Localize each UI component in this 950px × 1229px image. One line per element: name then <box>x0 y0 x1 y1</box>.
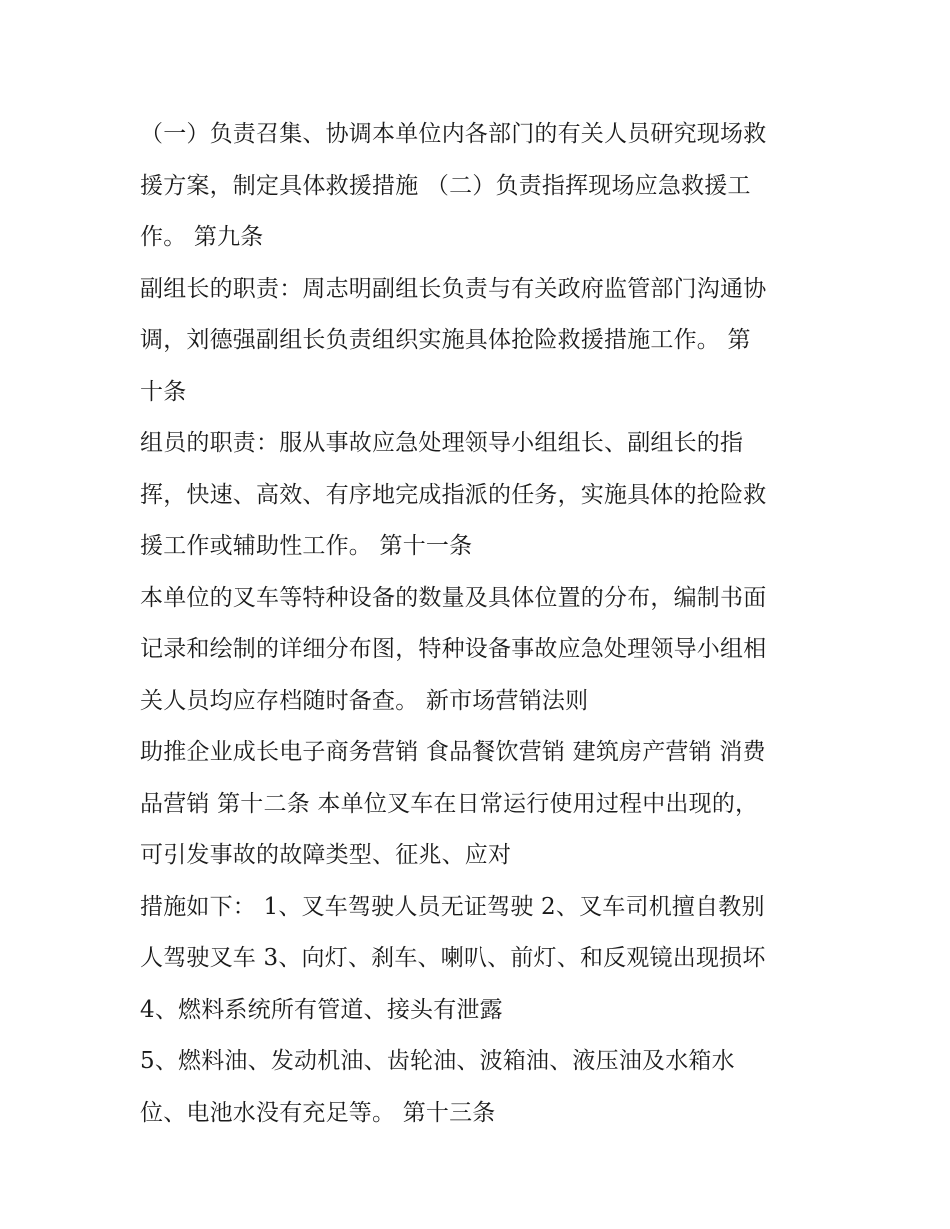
text-line: 挥，快速、高效、有序地完成指派的任务，实施具体的抢险救 <box>140 481 767 508</box>
text-line: 记录和绘制的详细分布图，特种设备事故应急处理领导小组相 <box>140 636 767 662</box>
text-line: 可引发事故的故障类型、征兆、应对 <box>140 842 512 868</box>
text-line: 位、电池水没有充足等。 第十三条 <box>140 1099 496 1126</box>
text-line: 副组长的职责：周志明副组长负责与有关政府监管部门沟通协 <box>140 275 767 302</box>
document-body <box>140 109 830 1139</box>
text-line: 5、燃料油、发动机油、齿轮油、波箱油、液压油及水箱水 <box>140 1048 735 1074</box>
text-line: 4、燃料系统所有管道、接头有泄露 <box>140 996 503 1023</box>
text-line: 助推企业成长电子商务营销 食品餐饮营销 建筑房产营销 消费 <box>140 739 766 765</box>
text-line: 十条 <box>140 378 187 405</box>
text-line: 人驾驶叉车 3、向灯、刹车、喇叭、前灯、和反观镜出现损坏 <box>140 945 766 971</box>
text-line: 组员的职责：服从事故应急处理领导小组组长、副组长的指 <box>140 430 744 456</box>
text-line: 调，刘德强副组长负责组织实施具体抢险救援措施工作。 第 <box>140 327 751 353</box>
text-line: 措施如下： 1、叉车驾驶人员无证驾驶 2、叉车司机擅自教别 <box>140 893 765 920</box>
text-line: 作。 第九条 <box>140 224 264 250</box>
text-line: 援工作或辅助性工作。 第十一条 <box>140 533 473 559</box>
text-line: （一）负责召集、协调本单位内各部门的有关人员研究现场救 <box>140 121 767 147</box>
text-line: 关人员均应存档随时备查。 新市场营销法则 <box>140 687 589 714</box>
text-line: 品营销 第十二条 本单位叉车在日常运行使用过程中出现的， <box>140 790 759 817</box>
text-line: 本单位的叉车等特种设备的数量及具体位置的分布，编制书面 <box>140 584 767 611</box>
text-line: 援方案，制定具体救援措施 （二）负责指挥现场应急救援工 <box>140 172 751 199</box>
